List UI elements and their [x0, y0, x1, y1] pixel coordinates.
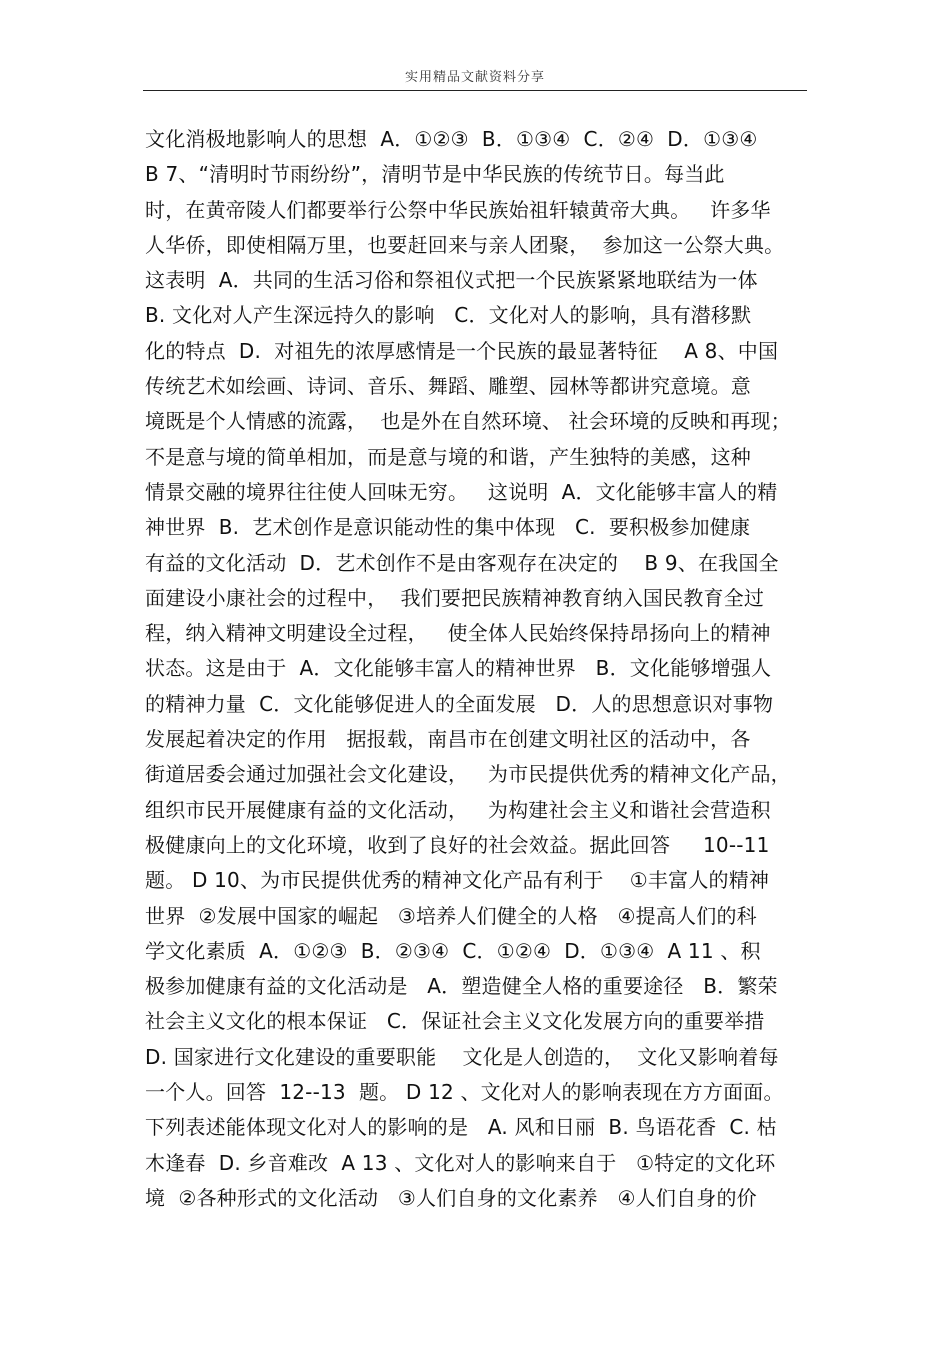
- text-line: B. 文化对人产生深远持久的影响 C．文化对人的影响，具有潜移默: [145, 303, 752, 328]
- text-line: B 7、“清明时节雨纷纷”，清明节是中华民族的传统节日。每当此: [145, 162, 725, 187]
- text-line: 社会主义文化的根本保证 C．保证社会主义文化发展方向的重要举措: [145, 1009, 765, 1034]
- text-line: 人华侨，即使相隔万里，也要赶回来与亲人团聚， 参加这一公祭大典。: [145, 232, 785, 257]
- text-line: 的精神力量 C．文化能够促进人的全面发展 D．人的思想意识对事物: [145, 691, 774, 716]
- text-line: 情景交融的境界往往使人回味无穷。 这说明 A．文化能够丰富人的精: [145, 479, 778, 504]
- text-line: 发展起着决定的作用 据报载，南昌市在创建文明社区的活动中，各: [145, 727, 751, 752]
- text-line: 有益的文化活动 D．艺术创作不是由客观存在决定的 B 9、在我国全: [145, 550, 779, 575]
- text-line: 学文化素质 A．①②③ B．②③④ C．①②④ D．①③④ A 11 、积: [145, 938, 761, 963]
- text-line: 程，纳入精神文明建设全过程， 使全体人民始终保持昂扬向上的精神: [145, 621, 771, 646]
- text-line: 化的特点 D. 对祖先的浓厚感情是一个民族的最显著特征 A 8、中国: [145, 338, 779, 363]
- text-line: 极参加健康有益的文化活动是 A．塑造健全人格的重要途径 B．繁荣: [145, 974, 778, 999]
- text-line: 组织市民开展健康有益的文化活动， 为构建社会主义和谐社会营造积: [145, 797, 771, 822]
- text-line: 极健康向上的文化环境，收到了良好的社会效益。据此回答 10--11: [145, 832, 770, 857]
- text-line: 街道居委会通过加强社会文化建设， 为市民提供优秀的精神文化产品，: [145, 762, 791, 787]
- text-line: 传统艺术如绘画、诗词、音乐、舞蹈、雕塑、园林等都讲究意境。意: [145, 374, 751, 399]
- text-line: 一个人。回答 12--13 题。 D 12 、文化对人的影响表现在方方面面。: [145, 1080, 784, 1105]
- text-line: 世界 ②发展中国家的崛起 ③培养人们健全的人格 ④提高人们的科: [145, 903, 757, 928]
- text-line: 神世界 B. 艺术创作是意识能动性的集中体现 C. 要积极参加健康: [145, 515, 751, 540]
- text-line: 题。 D 10、为市民提供优秀的精神文化产品有利于 ①丰富人的精神: [145, 868, 770, 893]
- text-line: 时，在黄帝陵人们都要举行公祭中华民族始祖轩辕黄帝大典。 许多华: [145, 197, 771, 222]
- text-line: 这表明 A．共同的生活习俗和祭祖仪式把一个民族紧紧地联结为一体: [145, 268, 758, 293]
- text-line: 境 ②各种形式的文化活动 ③人们自身的文化素养 ④人们自身的价: [145, 1185, 757, 1210]
- text-line: 状态。这是由于 A．文化能够丰富人的精神世界 B．文化能够增强人: [145, 656, 772, 681]
- text-line: 下列表述能体现文化对人的影响的是 A. 风和日丽 B. 鸟语花香 C. 枯: [145, 1115, 777, 1140]
- page-header: 实用精品文献资料分享: [404, 70, 545, 85]
- text-line: 木逢春 D. 乡音难改 A 13 、文化对人的影响来自于 ①特定的文化环: [145, 1150, 776, 1175]
- document-body: [145, 122, 810, 1216]
- header-divider: [143, 90, 807, 91]
- text-line: 文化消极地影响人的思想 A．①②③ B．①③④ C．②④ D．①③④: [145, 127, 758, 151]
- text-line: 面建设小康社会的过程中， 我们要把民族精神教育纳入国民教育全过: [145, 585, 765, 610]
- text-line: 境既是个人情感的流露， 也是外在自然环境、 社会环境的反映和再现；: [145, 409, 791, 434]
- text-line: D. 国家进行文化建设的重要职能 文化是人创造的， 文化又影响着每: [145, 1044, 779, 1069]
- text-line: 不是意与境的简单相加，而是意与境的和谐，产生独特的美感，这种: [145, 444, 751, 469]
